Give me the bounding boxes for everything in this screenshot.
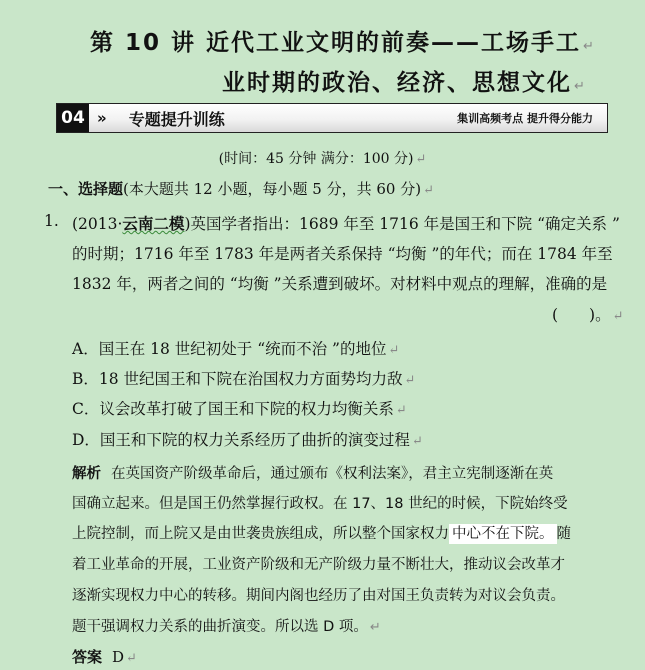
paragraph-mark-icon: ↵ (574, 79, 587, 94)
question-line-3: 1832 年，两者之间的 “均衡 ”关系遭到破坏。对材料中观点的理解，准确的是 (72, 275, 608, 293)
choice-d (72, 428, 423, 450)
paragraph-mark-icon: ↵ (415, 152, 427, 167)
choice-a (72, 337, 399, 359)
title-line-1 (90, 24, 596, 57)
paragraph-mark-icon: ↵ (369, 620, 381, 635)
banner-title: 专题提升训练 (128, 109, 225, 129)
choice-b-text: B．18 世纪国王和下院在治国权力方面势均力敌 (72, 370, 403, 388)
answer-value: D (112, 648, 125, 666)
question-line-1-text: 英国学者指出：1689 年至 1716 年是国王和下院 “确定关系 ” (190, 215, 620, 233)
explanation-line-6-text: 题干强调权力关系的曲折演变。所以选 D 项。 (72, 619, 368, 635)
explanation-line-3-text-c: 随 (556, 526, 571, 542)
question-number: 1. (44, 212, 59, 230)
explanation-line-1-text: 在英国资产阶级革命后，通过颁布《权利法案》，君主立宪制逐渐在英 (111, 466, 554, 482)
choice-b (72, 367, 415, 389)
question-line-2: 的时期；1716 年至 1783 年是两者关系保持 “均衡 ”的年代；而在 1784 年至 (72, 245, 613, 263)
paragraph-mark-icon: ↵ (395, 403, 407, 418)
paragraph-mark-icon: ↵ (583, 39, 596, 54)
choice-c-text: C．议会改革打破了国王和下院的权力均衡关系 (72, 400, 394, 418)
answer-line (72, 646, 137, 667)
answer-label: 答案 (72, 648, 103, 666)
explanation-line-6 (72, 615, 381, 636)
paragraph-mark-icon: ↵ (404, 373, 416, 388)
question-source-highlight: 云南二模 (122, 215, 185, 233)
question-answer-blank-text: ( )。 (552, 306, 611, 324)
explanation-line-3-highlight: 中心不在下院。 (449, 524, 557, 544)
section-banner (56, 103, 608, 133)
explanation-line-3 (72, 522, 571, 543)
question-source-suffix: ) (184, 215, 191, 233)
chevron-right-icon: » (97, 109, 107, 127)
choice-a-text: A．国王在 18 世纪初处于 “统而不治 ”的地位 (72, 340, 387, 358)
paragraph-mark-icon: ↵ (423, 183, 434, 198)
paragraph-mark-icon: ↵ (126, 651, 137, 666)
section-heading-note: (本大题共 12 小题，每小题 5 分，共 60 分) (123, 180, 422, 198)
banner-slogan: 集训高频考点 提升得分能力 (457, 112, 593, 125)
question-line-1 (72, 212, 620, 234)
time-line (0, 148, 645, 168)
choice-d-text: D．国王和下院的权力关系经历了曲折的演变过程 (72, 431, 410, 449)
explanation-line-4: 着工业革命的开展，工业资产阶级和无产阶级力量不断壮大，推动议会改革才 (72, 557, 565, 573)
title-line-2 (222, 64, 587, 97)
explanation-label: 解析 (72, 466, 101, 482)
explanation-line-3-text-a: 上院控制，而上院又是由世袭贵族组成，所以整个国家权力 (72, 526, 449, 542)
explanation-line-5: 逐渐实现权力中心的转移。期间内阁也经历了由对国王负责转为对议会负责。 (72, 588, 565, 604)
section-heading (48, 178, 434, 199)
title-line-1-text: 第 10 讲 近代工业文明的前奏——工场手工 (90, 30, 582, 56)
time-line-text: (时间：45 分钟 满分：100 分) (218, 151, 414, 167)
paragraph-mark-icon: ↵ (388, 343, 400, 358)
question-source-prefix: (2013· (72, 215, 123, 233)
title-line-2-text: 业时期的政治、经济、思想文化 (222, 70, 572, 96)
question-answer-blank (552, 303, 624, 325)
paragraph-mark-icon: ↵ (612, 309, 624, 324)
paragraph-mark-icon: ↵ (411, 434, 423, 449)
choice-c (72, 397, 407, 419)
explanation-line-2: 国确立起来。但是国王仍然掌握行政权。在 17、18 世纪的时候，下院始终受 (72, 496, 568, 512)
banner-badge: 04 (57, 104, 89, 132)
explanation-line-1 (72, 462, 553, 483)
section-heading-title: 一、选择题 (48, 180, 124, 198)
